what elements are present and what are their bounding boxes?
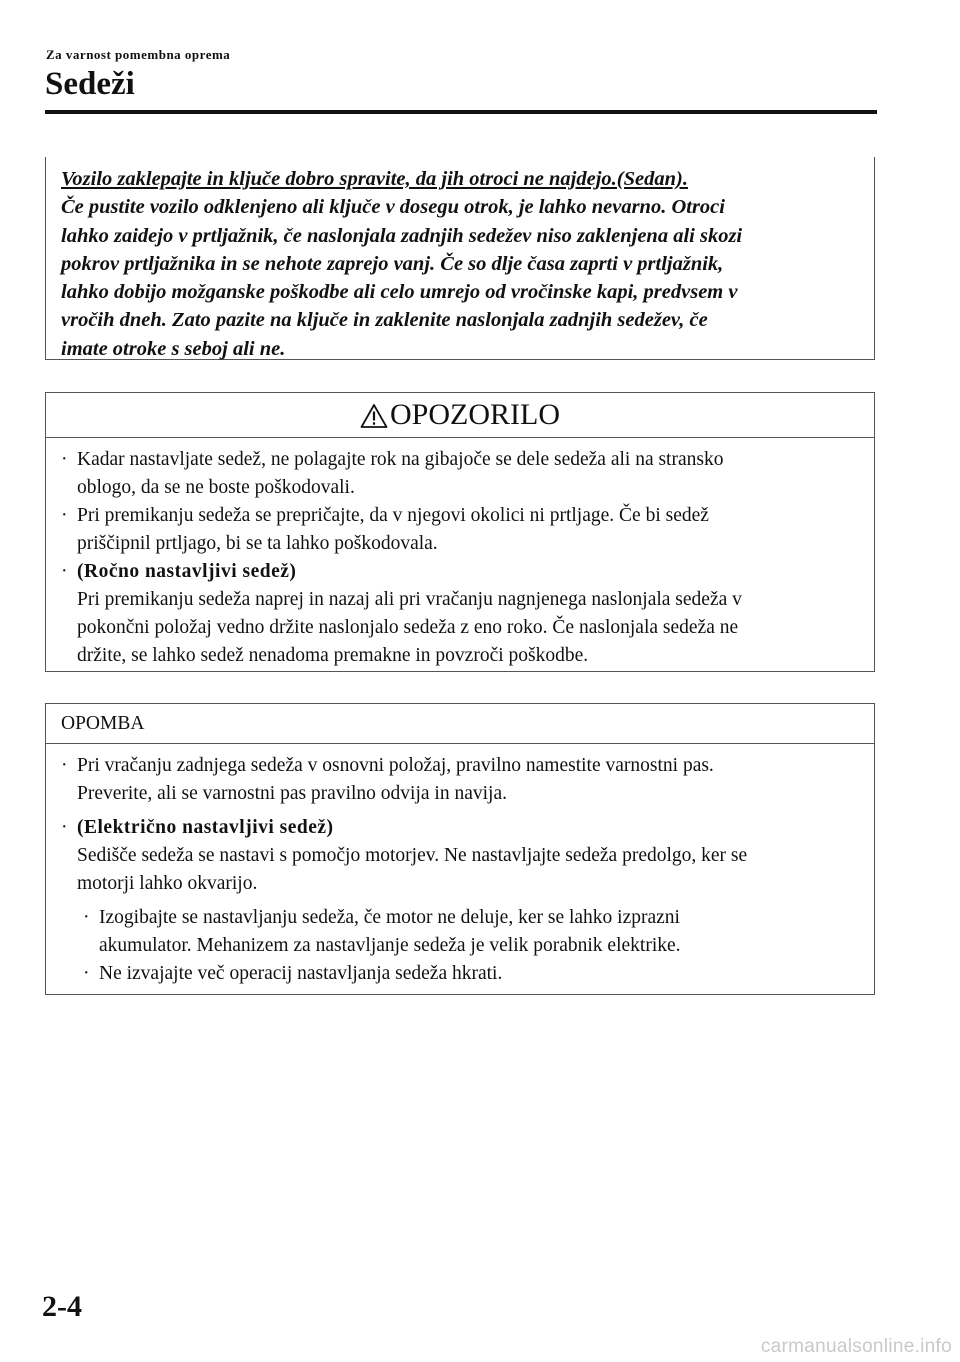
item-text: priščipnil prtljago, bi se ta lahko poškodovala. bbox=[77, 533, 438, 554]
list-item bbox=[61, 502, 860, 558]
bullet-icon: · bbox=[83, 907, 90, 928]
bullet-icon: · bbox=[83, 963, 90, 984]
warning-line: lahko zaidejo v prtljažnik, če naslonjala zadnjih sedežev niso zaklenjena ali skozi bbox=[61, 224, 743, 247]
item-text: Sedišče sedeža se nastavi s pomočjo motorjev. Ne nastavljajte sedeža predolgo, ker se bbox=[77, 845, 748, 866]
opozorilo-box bbox=[45, 392, 875, 672]
item-text: Pri premikanju sedeža se prepričajte, da v njegovi okolici ni prtljage. Če bi sedež bbox=[77, 505, 709, 526]
sub-list-item bbox=[61, 904, 860, 960]
item-text: motorji lahko okvarijo. bbox=[77, 873, 258, 894]
item-text: oblogo, da se ne boste poškodovali. bbox=[77, 477, 355, 498]
opomba-heading: OPOMBA bbox=[61, 712, 145, 734]
title-rule bbox=[45, 110, 877, 114]
watermark: carmanualsonline.info bbox=[760, 1336, 952, 1357]
bullet-icon: · bbox=[61, 817, 68, 838]
warning-line: Če pustite vozilo odklenjeno ali ključe v dosegu otrok, je lahko nevarno. Otroci bbox=[61, 196, 725, 219]
page-number: 2-4 bbox=[42, 1290, 82, 1323]
bullet-icon: · bbox=[61, 449, 68, 470]
opozorilo-body bbox=[46, 438, 874, 670]
bullet-icon: · bbox=[61, 561, 68, 582]
item-text: Izogibajte se nastavljanju sedeža, če motor ne deluje, ker se lahko izprazni bbox=[99, 907, 680, 928]
warning-line: vročih dneh. Zato pazite na ključe in zaklenite naslonjala zadnjih sedežev, če bbox=[61, 309, 708, 332]
warning-triangle-icon bbox=[360, 403, 388, 429]
warning-line: pokrov prtljažnika in se nehote zaprejo vanj. Če so dlje časa zaprti v prtljažnik, bbox=[61, 252, 724, 275]
item-text: držite, se lahko sedež nenadoma premakne in povzroči poškodbe. bbox=[77, 645, 589, 666]
warning-line: imate otroke s seboj ali ne. bbox=[61, 337, 286, 360]
item-text: akumulator. Mehanizem za nastavljanje sedeža je velik porabnik elektrike. bbox=[99, 935, 681, 956]
list-item bbox=[61, 446, 860, 502]
bullet-icon: · bbox=[61, 505, 68, 526]
opomba-body bbox=[46, 744, 874, 988]
opomba-box bbox=[45, 703, 875, 995]
item-heading: (Električno nastavljivi sedež) bbox=[77, 817, 334, 838]
item-text: Pri premikanju sedeža naprej in nazaj ali pri vračanju nagnjenega naslonjala sedeža v bbox=[77, 589, 742, 610]
item-text: Kadar nastavljate sedež, ne polagajte rok na gibajoče se dele sedeža ali na stransko bbox=[77, 449, 724, 470]
item-heading: (Ročno nastavljivi sedež) bbox=[77, 561, 297, 582]
section-label: Za varnost pomembna oprema bbox=[46, 47, 231, 62]
bullet-icon: · bbox=[61, 755, 68, 776]
warning-line: lahko dobijo možganske poškodbe ali celo umrejo od vročinske kapi, predvsem v bbox=[61, 281, 738, 304]
item-text: Pri vračanju zadnjega sedeža v osnovni položaj, pravilno namestite varnostni pas. bbox=[77, 755, 714, 776]
item-text: Preverite, ali se varnostni pas pravilno odvija in navija. bbox=[77, 783, 507, 804]
warning-line: Vozilo zaklepajte in ključe dobro spravite, da jih otroci ne najdejo.(Sedan). bbox=[61, 168, 688, 190]
item-text: pokončni položaj vedno držite naslonjalo sedeža z eno roko. Če naslonjala sedeža ne bbox=[77, 617, 739, 638]
list-item bbox=[61, 558, 860, 670]
opozorilo-heading: OPOZORILO bbox=[390, 398, 560, 431]
page-title: Sedeži bbox=[45, 66, 135, 102]
item-text: Ne izvajajte več operacij nastavljanja sedeža hkrati. bbox=[99, 963, 503, 984]
list-item bbox=[61, 814, 860, 898]
opozorilo-header bbox=[46, 393, 874, 438]
warning-continuation-box bbox=[45, 157, 875, 360]
opomba-header bbox=[46, 704, 874, 744]
list-item bbox=[61, 752, 860, 808]
sub-list-item bbox=[61, 960, 860, 988]
